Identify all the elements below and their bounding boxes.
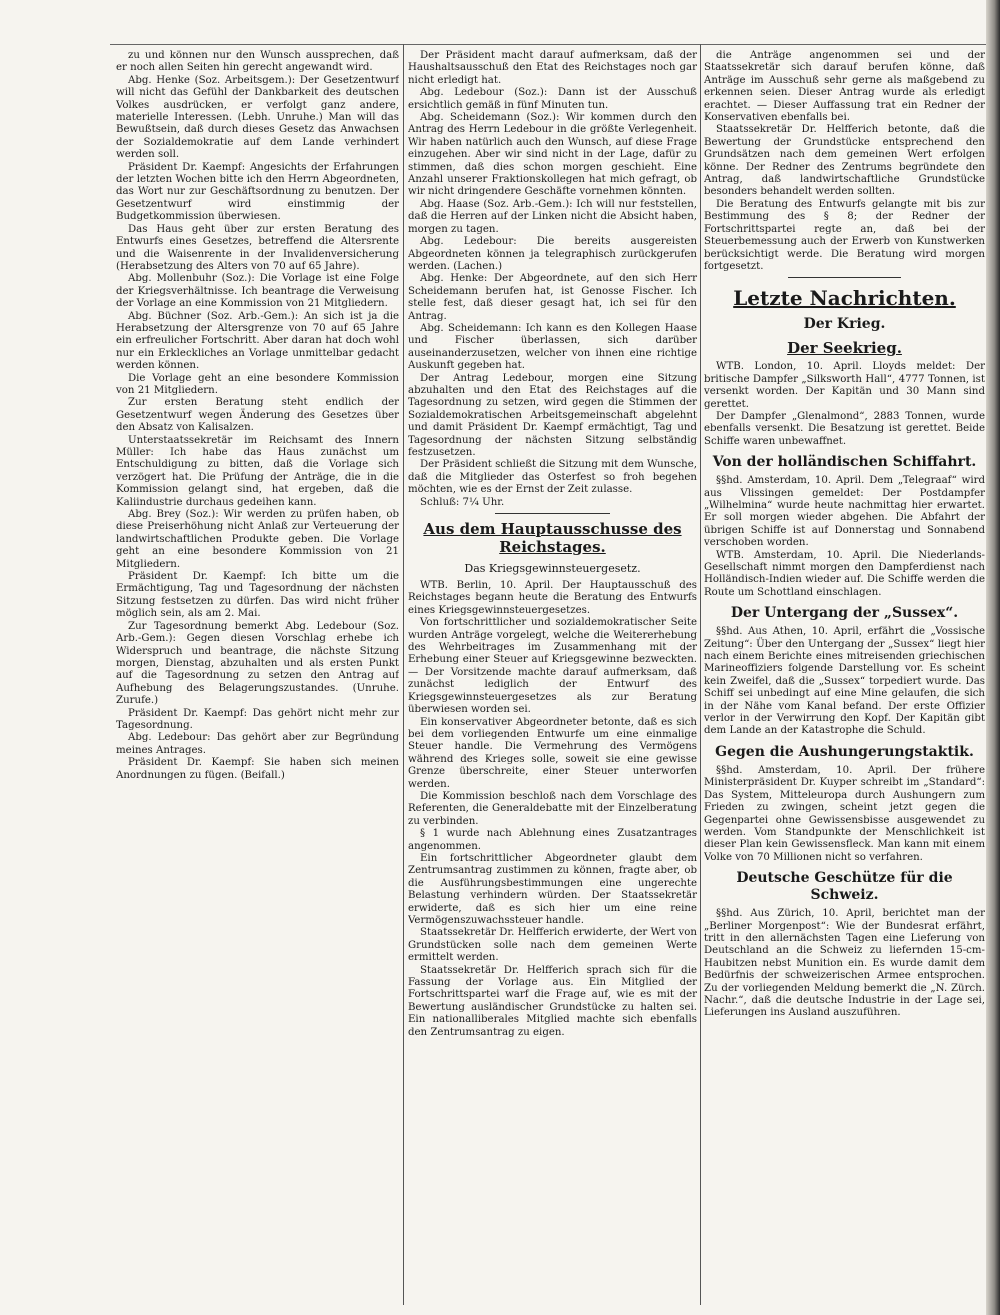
paragraph: Zur Tagesordnung bemerkt Abg. Ledebour (Soz. Arb.-Gem.): Gegen diesen Vorschlag erhebe ich Widerspruch und beantrage, die nächste Sitzung morgen, Dienstag, abzuhalten und als ersten Punkt auf die Tagesordnung zu setzen den Antrag auf Aufhebung des Belagerungszustandes. (Unruhe. Zurufe.) — [116, 620, 399, 707]
separator — [495, 513, 611, 514]
section-heading-letzte-nachrichten: Letzte Nachrichten. — [733, 286, 956, 311]
paragraph: Ein fortschrittlicher Abgeordneter glaubt dem Zentrumsantrag zustimmen zu können, fragte aber, ob die Ausführungsbestimmungen eine ungerechte Belastung verhindern würden. Der Staatssekretär erwiderte, daß es sich hier um eine reine Vermögenszuwachssteuer handle. — [408, 852, 697, 926]
paragraph: §§hd. Amsterdam, 10. April. Dem „Telegraaf“ wird aus Vlissingen gemeldet: Der Postdampfer „Wilhelmina“ wurde heute nachmittag hier erwartet. Er soll morgen wieder abgehen. Die Abfahrt der übrigen Schiffe ist auf Donnerstag und Sonnabend verschoben worden. — [704, 475, 985, 549]
top-rule — [110, 44, 986, 45]
section-heading-sussex: Der Untergang der „Sussex“. — [730, 605, 959, 622]
paragraph: Präsident Dr. Kaempf: Angesichts der Erfahrungen der letzten Wochen bitte ich den Herrn Abgeordneten, das Wort nur zur Geschäftsordnung zu benutzen. Der Gesetzentwurf wird einstimmig der Budgetkommission überwiesen. — [116, 161, 399, 223]
paragraph: zu und können nur den Wunsch aussprechen, daß er noch allen Seiten hin gerecht angewandt wird. — [116, 50, 399, 74]
paragraph: Abg. Ledebour (Soz.): Dann ist der Ausschuß ersichtlich gemäß in fünf Minuten tun. — [408, 87, 697, 111]
paragraph: die Anträge angenommen sei und der Staatssekretär sich darauf berufen könne, daß Anträge im Ausschuß sehr gerne als maßgebend zu erkennen seien. Dieser Antrag wurde als erledigt erachtet. — Dieser Auffassung trat ein Redner der Konservativen ebenfalls bei. — [704, 50, 985, 124]
column-rule-2 — [700, 44, 701, 1305]
paragraph: Der Präsident schließt die Sitzung mit dem Wunsche, daß die Mitglieder das Osterfest so froh begehen möchten, wie es der Ernst der Zeit zulasse. — [408, 459, 697, 496]
paragraph: Zur ersten Beratung steht endlich der Gesetzentwurf wegen Änderung des Gesetzes über den Absatz von Kalisalzen. — [116, 397, 399, 434]
section-heading-hauptausschuss: Aus dem Hauptausschusse des Reichstages. — [423, 520, 682, 557]
paragraph: Die Vorlage geht an eine besondere Kommission von 21 Mitgliedern. — [116, 372, 399, 396]
paragraph: Staatssekretär Dr. Helfferich betonte, daß die Bewertung der Grundstücke entsprechend den Grundsätzen nach dem gemeinen Wert erfolgen könne. Der Redner des Zentrums begründete den Antrag, daß landwirtschaftliche Grundstücke besonders behandelt werden sollten. — [704, 124, 985, 198]
paragraph: § 1 wurde nach Ablehnung eines Zusatzantrages angenommen. — [408, 828, 697, 852]
paragraph: Abg. Brey (Soz.): Wir werden zu prüfen haben, ob diese Preiserhöhung nicht Anlaß zur Verteuerung der landwirtschaftlichen Produkte geben. Die Vorlage geht an eine besondere Kommission von 21 Mitgliedern. — [116, 509, 399, 570]
column-rule-1 — [403, 44, 404, 1305]
section-subheading: Das Kriegsgewinnsteuergesetz. — [464, 562, 641, 576]
paragraph: WTB. Berlin, 10. April. Der Hauptausschuß des Reichstages begann heute die Beratung des Entwurfs eines Kriegsgewinnsteuergesetzes. — [408, 580, 697, 616]
paragraph: Der Antrag Ledebour, morgen eine Sitzung abzuhalten und den Etat des Reichstages auf die Tagesordnung zu setzen, wird gegen die Stimmen der Sozialdemokratischen Arbeitsgemeinschaft abgelehnt und damit Präsident Dr. Kaempf ermächtigt, Tag und Tagesordnung der nächsten Sitzung selbständig festzusetzen. — [408, 372, 697, 458]
separator — [788, 277, 900, 278]
paragraph: Schluß: 7¼ Uhr. — [420, 496, 505, 508]
paragraph: Von fortschrittlicher und sozialdemokratischer Seite wurden Anträge vorgelegt, welche die Weitererhebung des Wehrbeitrages im Zusammenhang mit der Erhebung einer Steuer auf Kriegsgewinne bezweckten. — Der Vorsitzende machte darauf aufmerksam, daß zunächst lediglich der Entwurf des Kriegsgewinnsteuergesetzes als zur Beratung überwiesen worden sei. — [408, 617, 697, 716]
paragraph: Abg. Scheidemann: Ich kann es den Kollegen Haase und Fischer überlassen, sich darüber auseinanderzusetzen, welcher von ihnen eine richtige Auskunft gegeben hat. — [408, 322, 697, 372]
paragraph: Staatssekretär Dr. Helfferich sprach sich für die Fassung der Vorlage aus. Ein Mitglied der Fortschrittspartei warf die Frage auf, wie es mit der Bewertung ausländischer Grundstücke zu halten sei. Ein nationalliberales Mitglied machte sich ebenfalls den Zentrumsantrag zu eigen. — [408, 964, 697, 1038]
paragraph: Abg. Scheidemann (Soz.): Wir kommen durch den Antrag des Herrn Ledebour in die größte Verlegenheit. Wir haben natürlich auch den Wunsch, auf diese Frage einzugehen. Aber wir sind nicht in der Lage, dafür zu stimmen, daß dies schon morgen geschieht. Eine Anzahl unserer Fraktionskollegen hat mich gefragt, ob wir nicht dringendere Geschäfte vornehmen könnten. — [408, 112, 697, 198]
column-2 — [408, 50, 697, 1305]
section-heading-schweiz: Deutsche Geschütze für die Schweiz. — [736, 870, 953, 904]
paragraph: §§hd. Aus Zürich, 10. April, berichtet man der „Berliner Morgenpost“: Wie der Bundesrat erfährt, tritt in den allernächsten Tagen eine Lieferung von Deutschland an die Schweiz zu liefernden 15-cm-Haubitzen nebst Munition ein. Es wurde damit dem Bedürfnis der schweizerischen Armee entsprochen. Zu der vorliegenden Meldung bemerkt die „N. Zürch. Nachr.“, daß die deutsche Industrie in der Lage sei, Lieferungen ins Ausland auszuführen. — [704, 908, 985, 1019]
paragraph: Abg. Büchner (Soz. Arb.-Gem.): An sich ist ja die Herabsetzung der Altersgrenze von 70 auf 65 Jahre ein erfreulicher Fortschritt. Aber daran hat doch wohl nur ein Erkleckliches an Vorlage unmittelbar gedacht werden können. — [116, 310, 399, 372]
column-3 — [704, 50, 985, 1305]
paragraph: Das Haus geht über zur ersten Beratung des Entwurfs eines Gesetzes, betreffend die Altersrente und die Waisenrente in der Invalidenversicherung (Herabsetzung des Alters von 70 auf 65 Jahre). — [116, 223, 399, 272]
paragraph: Abg. Mollenbuhr (Soz.): Die Vorlage ist eine Folge der Kriegsverhältnisse. Ich beantrage die Verweisung der Vorlage an eine Kommission von 21 Mitgliedern. — [116, 273, 399, 310]
paragraph: Abg. Haase (Soz. Arb.-Gem.): Ich will nur feststellen, daß die Herren auf der Linken nicht die Absicht haben, morgen zu tagen. — [408, 198, 697, 235]
paragraph: Staatssekretär Dr. Helfferich erwiderte, der Wert von Grundstücken solle nach dem gemeinen Werte ermittelt werden. — [408, 927, 697, 964]
paragraph: Präsident Dr. Kaempf: Sie haben sich meinen Anordnungen zu fügen. (Beifall.) — [116, 757, 399, 781]
column-1 — [116, 50, 399, 1305]
paragraph: Der Präsident macht darauf aufmerksam, daß der Haushaltsausschuß den Etat des Reichstages noch gar nicht erledigt hat. — [408, 50, 697, 86]
paragraph: WTB. London, 10. April. Lloyds meldet: Der britische Dampfer „Silksworth Hall“, 4777 Tonnen, ist versenkt worden. Der Kapitän und 30 Mann sind gerettet. — [704, 361, 985, 410]
paragraph: Abg. Ledebour: Das gehört aber zur Begründung meines Antrages. — [116, 732, 399, 756]
page-fold-edge — [986, 0, 1000, 1315]
paragraph: Die Beratung des Entwurfs gelangte mit bis zur Bestimmung des § 8; der Redner der Fortschrittspartei regte an, daß bei der Steuerbemessung auch der Erwerb von Kunstwerken berücksichtigt werde. Die Beratung wird morgen fortgesetzt. — [704, 198, 985, 272]
paragraph: Präsident Dr. Kaempf: Ich bitte um die Ermächtigung, Tag und Tagesordnung der nächsten Sitzung festsetzen zu dürfen. Das wird nicht früher möglich sein, als am 2. Mai. — [116, 571, 399, 620]
paragraph: Abg. Ledebour: Die bereits ausgereisten Abgeordneten können ja telegraphisch zurückgerufen werden. (Lachen.) — [408, 236, 697, 272]
paragraph: Unterstaatssekretär im Reichsamt des Innern Müller: Ich habe das Haus zunächst um Entschuldigung zu bitten, daß die Vorlage sich verzögert hat. Die Prüfung der Anträge, die in die Kommission gelangt sind, hat ergeben, daß die Kaliindustrie durchaus gedeihen kann. — [116, 434, 399, 508]
paragraph: §§hd. Aus Athen, 10. April, erfährt die „Vossische Zeitung“: Über den Untergang der „Sussex“ liegt hier nach einem Berichte eines mitreisenden griechischen Marineoffiziers folgende Darstellung vor. Es scheint kein Zweifel, daß die „Sussex“ torpediert wurde. Das Schiff sei unbedingt auf eine Mine gelaufen, die sich in der Nähe vom Kanal befand. Der erste Offizier verlor in der Verwirrung den Kopf. Der Kapitän gibt dem Lande an der Katastrophe die Schuld. — [704, 626, 985, 737]
paragraph: Der Dampfer „Glenalmond“, 2883 Tonnen, wurde ebenfalls versenkt. Die Besatzung ist gerettet. Beide Schiffe waren unbewaffnet. — [704, 410, 985, 447]
section-heading-krieg: Der Krieg. — [803, 316, 886, 333]
section-heading-holland: Von der holländischen Schiffahrt. — [712, 454, 977, 471]
paragraph: §§hd. Amsterdam, 10. April. Der frühere Ministerpräsident Dr. Kuyper schreibt im „Standard“: Das System, Mitteleuropa durch Aushungern zum Frieden zu zwingen, scheint jetzt gegen die Gegenpartei ohne Gewissensbisse ausgewendet zu werden. Vom Standpunkte der Menschlichkeit ist dieser Plan kein Gewissensfleck. Man kann mit einem Volke von 70 Millionen nicht so verfahren. — [704, 764, 985, 863]
paragraph: Die Kommission beschloß nach dem Vorschlage des Referenten, die Generaldebatte mit der Einzelberatung zu verbinden. — [408, 790, 697, 827]
section-heading-seekrieg: Der Seekrieg. — [787, 339, 902, 358]
paragraph: Abg. Henke (Soz. Arbeitsgem.): Der Gesetzentwurf will nicht das Gefühl der Dankbarkeit des deutschen Volkes ausdrücken, er verfolgt ganz andere, materielle Interessen. (Lebh. Unruhe.) Man will das Bewußtsein, daß durch dieses Gesetz das Anwachsen der Sozialdemokratie auf dem Lande verhindert werden soll. — [116, 74, 399, 161]
paragraph: Ein konservativer Abgeordneter betonte, daß es sich bei dem vorliegenden Entwurfe um eine einmalige Steuer handle. Die Vermehrung des Vermögens während des Krieges solle, soweit sie eine gewisse Grenze überschreite, einer Steuer unterworfen werden. — [408, 716, 697, 790]
paragraph: Präsident Dr. Kaempf: Das gehört nicht mehr zur Tagesordnung. — [116, 707, 399, 731]
paragraph: WTB. Amsterdam, 10. April. Die Niederlands-Gesellschaft nimmt morgen den Dampferdienst nach Holländisch-Indien wieder auf. Die Schiffe werden die Route um Schottland einschlagen. — [704, 549, 985, 598]
paragraph: Abg. Henke: Der Abgeordnete, auf den sich Herr Scheidemann berufen hat, ist Genosse Fischer. Ich stelle fest, daß dieser gesagt hat, ich sei für den Antrag. — [408, 273, 697, 322]
section-heading-aushungerung: Gegen die Aushungerungstaktik. — [715, 743, 974, 760]
